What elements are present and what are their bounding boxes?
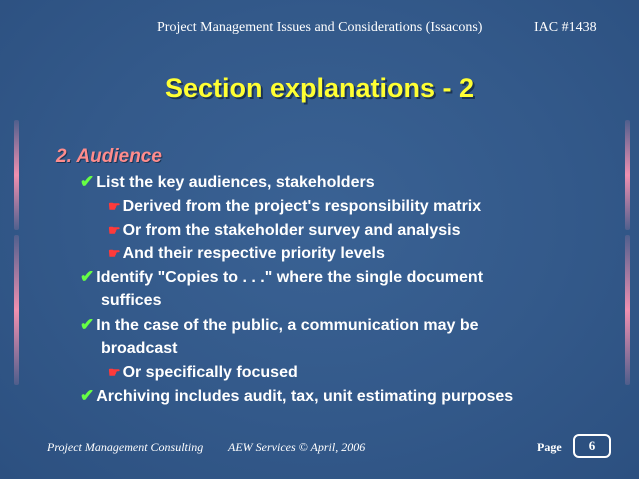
bullet-text: broadcast [101,339,178,357]
bullet-text: In the case of the public, a communication may be [96,316,479,334]
left-edge-bar-bottom [14,235,19,385]
page-number-box [573,434,611,458]
header-doc-id: IAC #1438 [534,20,597,35]
bullet-continuation [101,291,161,311]
checkmark-icon: ✔ [80,267,95,287]
sub-bullet-item [108,243,385,264]
bullet-text: suffices [101,292,162,309]
checkmark-icon: ✔ [80,386,95,406]
sub-bullet-item [108,196,481,217]
bullet-continuation [101,339,177,359]
bullet-text: Identify "Copies to . . ." where the single document [96,269,484,287]
right-edge-bar-top [625,120,630,230]
footer-left: Project Management Consulting [47,440,204,454]
slide-title: Section explanations - 2 [164,73,475,103]
section-heading: 2. Audience [56,146,162,167]
checkmark-icon: ✔ [80,314,95,334]
header-title: Project Management Issues and Considerations (Issacons) [157,20,483,35]
bullet-text: And their respective priority levels [122,245,385,263]
bullet-item [80,172,375,193]
checkmark-icon: ✔ [80,172,95,191]
footer-center: AEW Services © April, 2006 [228,440,366,454]
right-edge-bar-bottom [625,235,630,385]
page-label: Page [537,440,562,454]
sub-bullet-item [108,362,298,383]
pointing-hand-icon: ☛ [108,245,121,262]
page-number: 6 [588,438,596,453]
pointing-hand-icon: ☛ [108,364,121,381]
bullet-item [80,315,479,336]
bullet-text: Or from the stakeholder survey and analysis [122,221,461,239]
bullet-item [80,267,483,288]
bullet-item [80,386,513,407]
bullet-text: Archiving includes audit, tax, unit estimating purposes [96,388,514,406]
bullet-text: Derived from the project's responsibility matrix [122,197,482,215]
bullet-text: Or specifically focused [122,364,298,382]
left-edge-bar-top [14,120,19,230]
pointing-hand-icon: ☛ [108,197,121,214]
sub-bullet-item [108,220,460,241]
pointing-hand-icon: ☛ [108,221,121,238]
bullet-text: List the key audiences, stakeholders [96,174,375,191]
